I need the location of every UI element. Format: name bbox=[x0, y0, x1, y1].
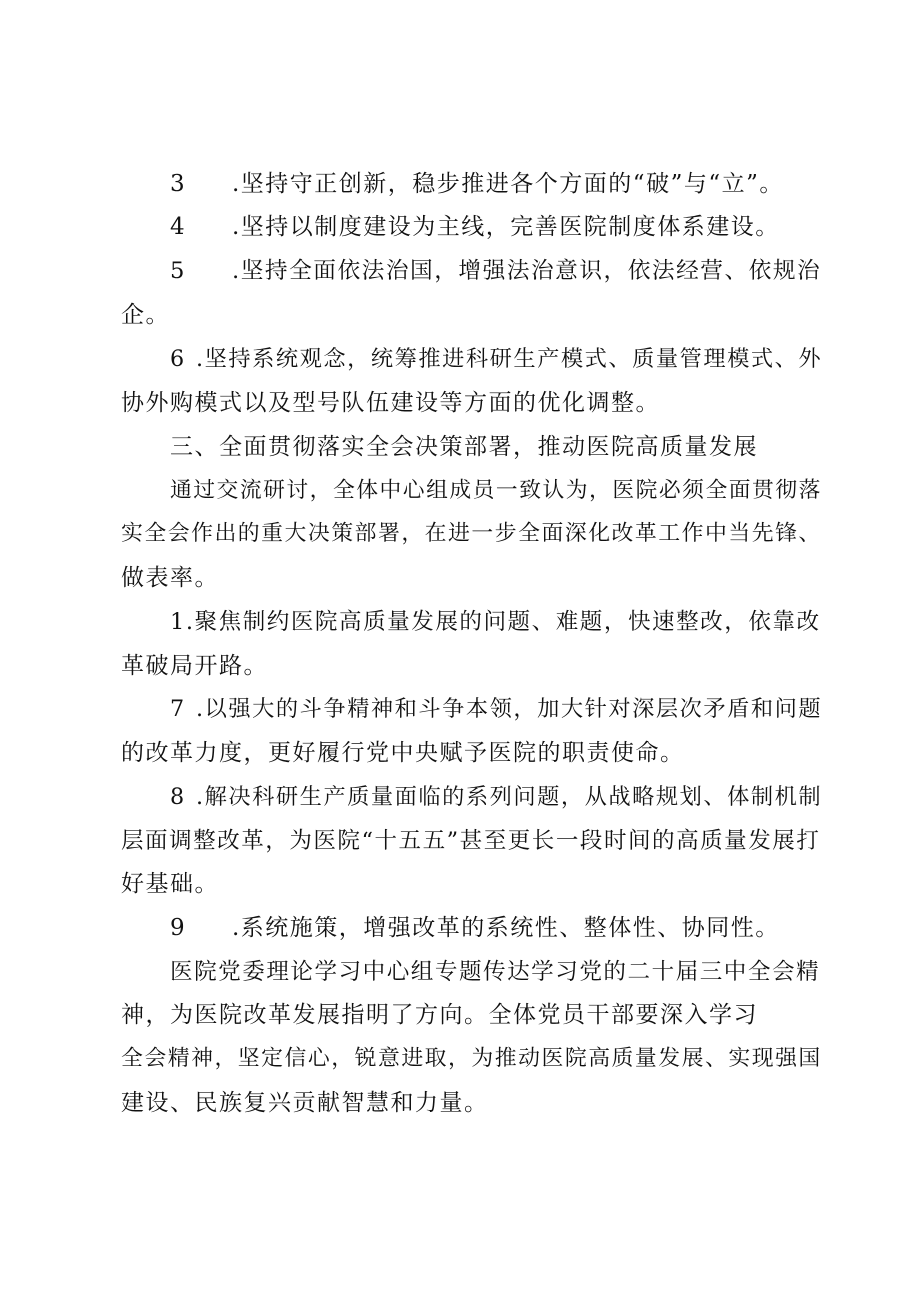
list-item-5 bbox=[170, 255, 821, 287]
point-8-line1 bbox=[170, 781, 822, 813]
item-number: 8 bbox=[170, 784, 186, 810]
item-number: 5 bbox=[170, 258, 186, 284]
list-item-6 bbox=[170, 343, 822, 375]
item-text: .坚持守正创新，稳步推进各个方面的“破”与“立”。 bbox=[232, 171, 784, 197]
item-number: 4 bbox=[170, 214, 187, 240]
item-number: 3 bbox=[170, 171, 187, 197]
closing-paragraph-line4: 建设、民族复兴贡献智慧和力量。 bbox=[121, 1090, 489, 1116]
intro-paragraph-line3: 做表率。 bbox=[121, 565, 219, 591]
item-text: .坚持系统观念，统筹推进科研生产模式、质量管理模式、外 bbox=[196, 346, 823, 372]
item-text: .系统施策，增强改革的系统性、整体性、协同性。 bbox=[232, 915, 780, 941]
closing-paragraph-line1: 医院党委理论学习中心组专题传达学习党的二十届三中全会精 bbox=[170, 959, 821, 985]
intro-paragraph-line2: 实全会作出的重大决策部署，在进一步全面深化改革工作中当先锋、 bbox=[121, 521, 822, 546]
item-number: 7 bbox=[170, 696, 186, 722]
item-number: 9 bbox=[170, 915, 187, 941]
item-text: .解决科研生产质量面临的系列问题，从战略规划、体制机制 bbox=[196, 784, 823, 810]
item-text: .坚持全面依法治国，增强法治意识，依法经营、依规治 bbox=[232, 258, 822, 284]
item-text: .坚持以制度建设为主线，完善医院制度体系建设。 bbox=[232, 214, 780, 240]
point-7-line2: 的改革力度，更好履行党中央赋予医院的职责使命。 bbox=[121, 740, 685, 766]
list-item-5-continuation: 企。 bbox=[121, 302, 170, 328]
item-text: .以强大的斗争精神和斗争本领，加大针对深层次矛盾和问题 bbox=[196, 696, 823, 722]
intro-paragraph-line1: 通过交流研讨，全体中心组成员一致认为，医院必须全面贯彻落 bbox=[170, 478, 822, 503]
item-number: 6 bbox=[170, 346, 186, 372]
list-item-4 bbox=[170, 211, 780, 243]
point-1-line1: 1.聚焦制约医院高质量发展的问题、难题，快速整改，依靠改 bbox=[170, 609, 821, 635]
point-8-line2: 层面调整改革，为医院“十五五”甚至更长一段时间的高质量发展打 bbox=[121, 828, 821, 854]
point-1-line2: 革破局开路。 bbox=[121, 653, 268, 679]
point-7-line1 bbox=[170, 693, 822, 725]
list-item-6-continuation: 协外购模式以及型号队伍建设等方面的优化调整。 bbox=[121, 390, 660, 416]
point-9 bbox=[170, 912, 780, 944]
closing-paragraph-line2: 神，为医院改革发展指明了方向。全体党员干部要深入学习 bbox=[121, 1002, 758, 1028]
closing-paragraph-line3: 全会精神，坚定信心，锐意进取，为推动医院高质量发展、实现强国 bbox=[121, 1046, 822, 1071]
point-8-line3: 好基础。 bbox=[121, 871, 219, 897]
section-heading: 三、全面贯彻落实全会决策部署，推动医院高质量发展 bbox=[170, 434, 758, 460]
list-item-3 bbox=[170, 168, 784, 200]
